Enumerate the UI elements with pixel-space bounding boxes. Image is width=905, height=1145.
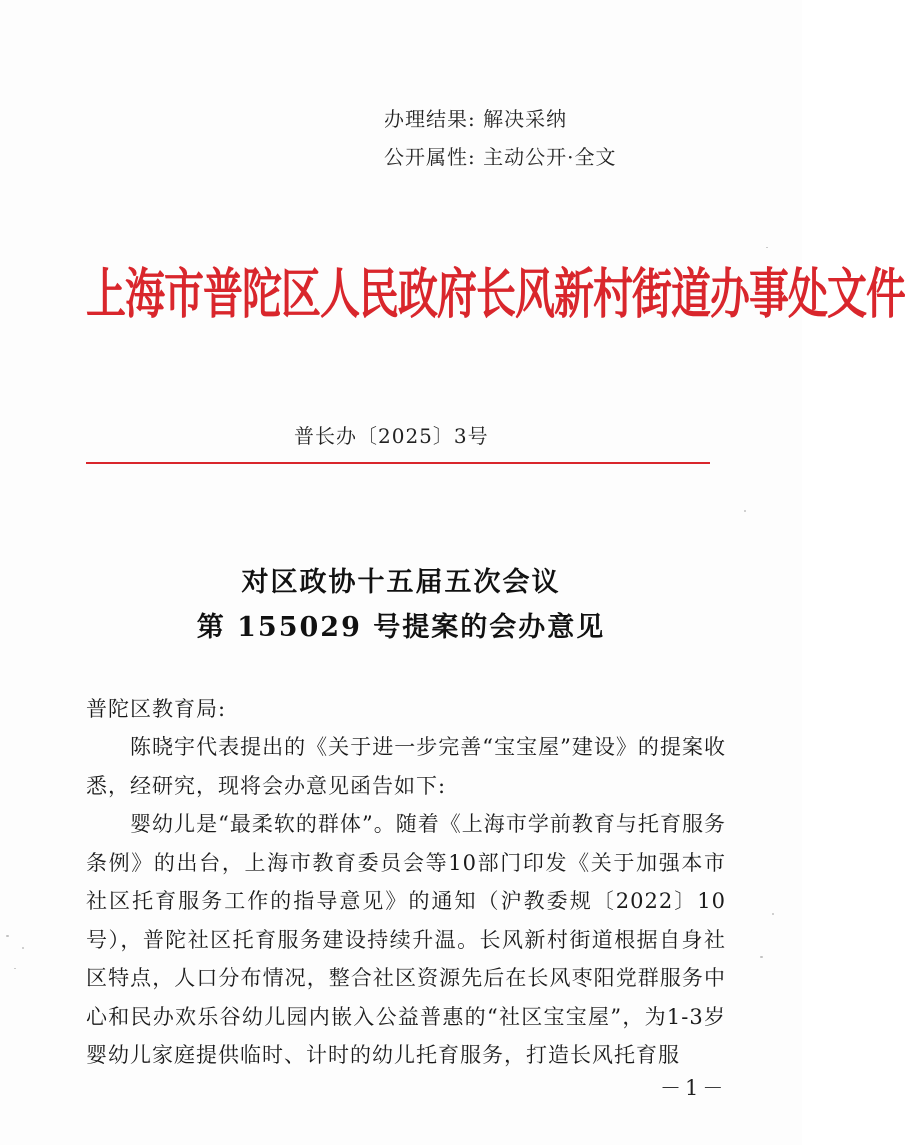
scan-speck xyxy=(6,935,9,937)
body-paragraph-2-text: 婴幼儿是“最柔软的群体”。随着《上海市学前教育与托育服务条例》的出台，上海市教育委员会等10部门印发《关于加强本市社区托育服务工作的指导意见》的通知（沪教委规〔2022〕10号），普陀社区托育服务建设持续升温。长风新村街道根据自身社区特点，人口分布情况，整合社区资源先后在长风枣阳党群服务中心和民办欢乐谷幼儿园内嵌入公益普惠的“社区宝宝屋”，为1-3岁婴幼儿家庭提供临时、计时的幼儿托育服务，打造长风托育服 xyxy=(86,812,726,1067)
scan-speck xyxy=(766,247,768,248)
scan-speck xyxy=(760,956,763,958)
scan-speck xyxy=(744,510,746,512)
handling-result-value: 解决采纳 xyxy=(483,107,568,131)
addressee: 普陀区教育局: xyxy=(86,697,227,721)
disclosure-label: 公开属性: xyxy=(384,145,476,169)
handling-result xyxy=(384,103,567,132)
body-paragraph-1-text: 陈晓宇代表提出的《关于进一步完善“宝宝屋”建设》的提案收悉，经研究，现将会办意见函告如下: xyxy=(86,735,726,798)
handling-result-label: 办理结果: xyxy=(384,107,476,131)
body-paragraph-2 xyxy=(86,805,726,1075)
page-number: －1－ xyxy=(660,1076,728,1100)
document-title-line-2: 第 155029 号提案的会办意见 xyxy=(196,612,606,643)
body-paragraph-1 xyxy=(86,728,726,805)
letterhead-divider xyxy=(86,462,710,464)
document-number: 普长办〔2025〕3号 xyxy=(294,424,489,448)
scan-speck xyxy=(22,947,24,949)
letterhead-title: 上海市普陀区人民政府长风新村街道办事处文件 xyxy=(86,262,905,327)
scan-speck xyxy=(772,913,774,915)
disclosure-value: 主动公开·全文 xyxy=(483,145,617,169)
document-title-line-1: 对区政协十五届五次会议 xyxy=(241,567,561,598)
scan-speck xyxy=(14,968,16,969)
disclosure-attribute xyxy=(384,141,616,170)
